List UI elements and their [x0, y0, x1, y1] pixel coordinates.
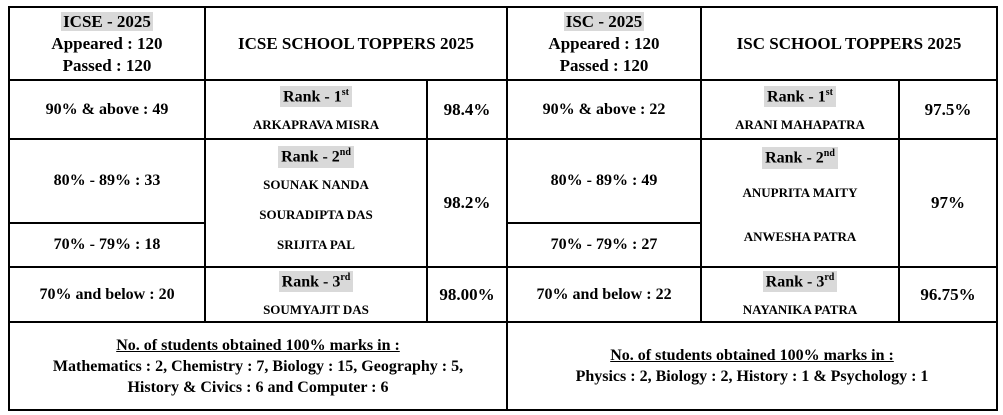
isc-rank1-cell	[701, 80, 899, 139]
icse-rank3-label: Rank - 3rd	[279, 271, 354, 292]
icse-full-marks-cell	[9, 322, 507, 410]
isc-full-marks-cell	[507, 322, 997, 410]
icse-full-marks-line: History & Civics : 6 and Computer : 6	[127, 378, 389, 396]
isc-rank2-label: Rank - 2nd	[762, 147, 838, 168]
footer-row	[9, 322, 997, 410]
icse-rank1-name: ARKAPRAVA MISRA	[252, 117, 380, 133]
isc-band-below: 70% and below : 22	[507, 267, 701, 322]
rank3-row	[9, 267, 997, 322]
icse-band-below: 70% and below : 20	[9, 267, 205, 322]
isc-rank2-cell	[701, 139, 899, 267]
icse-rank1-pct: 98.4%	[427, 80, 507, 139]
isc-full-marks-line: Physics : 2, Biology : 2, History : 1 & Psychology : 1	[575, 368, 929, 385]
icse-band-70: 70% - 79% : 18	[9, 223, 205, 267]
isc-rank3-pct: 96.75%	[899, 267, 997, 322]
isc-toppers-title: ISC SCHOOL TOPPERS 2025	[701, 7, 997, 80]
icse-summary-cell	[9, 7, 205, 80]
rank1-row	[9, 80, 997, 139]
icse-rank3-cell	[205, 267, 427, 322]
isc-passed: Passed : 120	[559, 55, 649, 75]
icse-appeared: Appeared : 120	[51, 33, 163, 53]
icse-rank2-name: SRIJITA PAL	[277, 236, 355, 252]
icse-board-label: ICSE - 2025	[63, 11, 151, 31]
toppers-table	[8, 6, 998, 411]
icse-band-90: 90% & above : 49	[9, 80, 205, 139]
icse-full-marks-line: Mathematics : 2, Chemistry : 7, Biology : 15, Geography : 5,	[52, 357, 464, 375]
icse-passed: Passed : 120	[62, 55, 152, 75]
isc-rank1-name: ARANI MAHAPATRA	[735, 117, 865, 133]
isc-band-80: 80% - 89% : 49	[507, 139, 701, 223]
icse-rank2-name: SOUNAK NANDA	[263, 176, 369, 192]
icse-rank2-label: Rank - 2nd	[278, 146, 354, 167]
isc-rank3-label: Rank - 3rd	[763, 271, 838, 292]
icse-band-80: 80% - 89% : 33	[9, 139, 205, 223]
isc-appeared: Appeared : 120	[548, 33, 660, 53]
isc-full-marks-heading: No. of students obtained 100% marks in :	[610, 347, 894, 364]
icse-rank2-pct: 98.2%	[427, 139, 507, 267]
icse-rank1-cell	[205, 80, 427, 139]
isc-rank2-name: ANUPRITA MAITY	[742, 184, 858, 200]
icse-rank3-pct: 98.00%	[427, 267, 507, 322]
icse-rank1-label: Rank - 1st	[280, 86, 352, 107]
isc-rank2-pct: 97%	[899, 139, 997, 267]
rank2-row-a	[9, 139, 997, 223]
isc-rank1-pct: 97.5%	[899, 80, 997, 139]
isc-board-label: ISC - 2025	[565, 11, 643, 31]
isc-rank3-name: NAYANIKA PATRA	[742, 302, 858, 318]
icse-full-marks-heading: No. of students obtained 100% marks in :	[116, 336, 400, 354]
isc-rank2-name: ANWESHA PATRA	[743, 228, 857, 244]
icse-rank2-name: SOURADIPTA DAS	[259, 206, 373, 222]
icse-rank3-name: SOUMYAJIT DAS	[263, 302, 369, 318]
isc-rank1-label: Rank - 1st	[764, 86, 836, 107]
isc-rank3-cell	[701, 267, 899, 322]
header-row	[9, 7, 997, 80]
isc-band-70: 70% - 79% : 27	[507, 223, 701, 267]
icse-toppers-title: ICSE SCHOOL TOPPERS 2025	[205, 7, 507, 80]
isc-band-90: 90% & above : 22	[507, 80, 701, 139]
isc-summary-cell	[507, 7, 701, 80]
icse-rank2-cell	[205, 139, 427, 267]
